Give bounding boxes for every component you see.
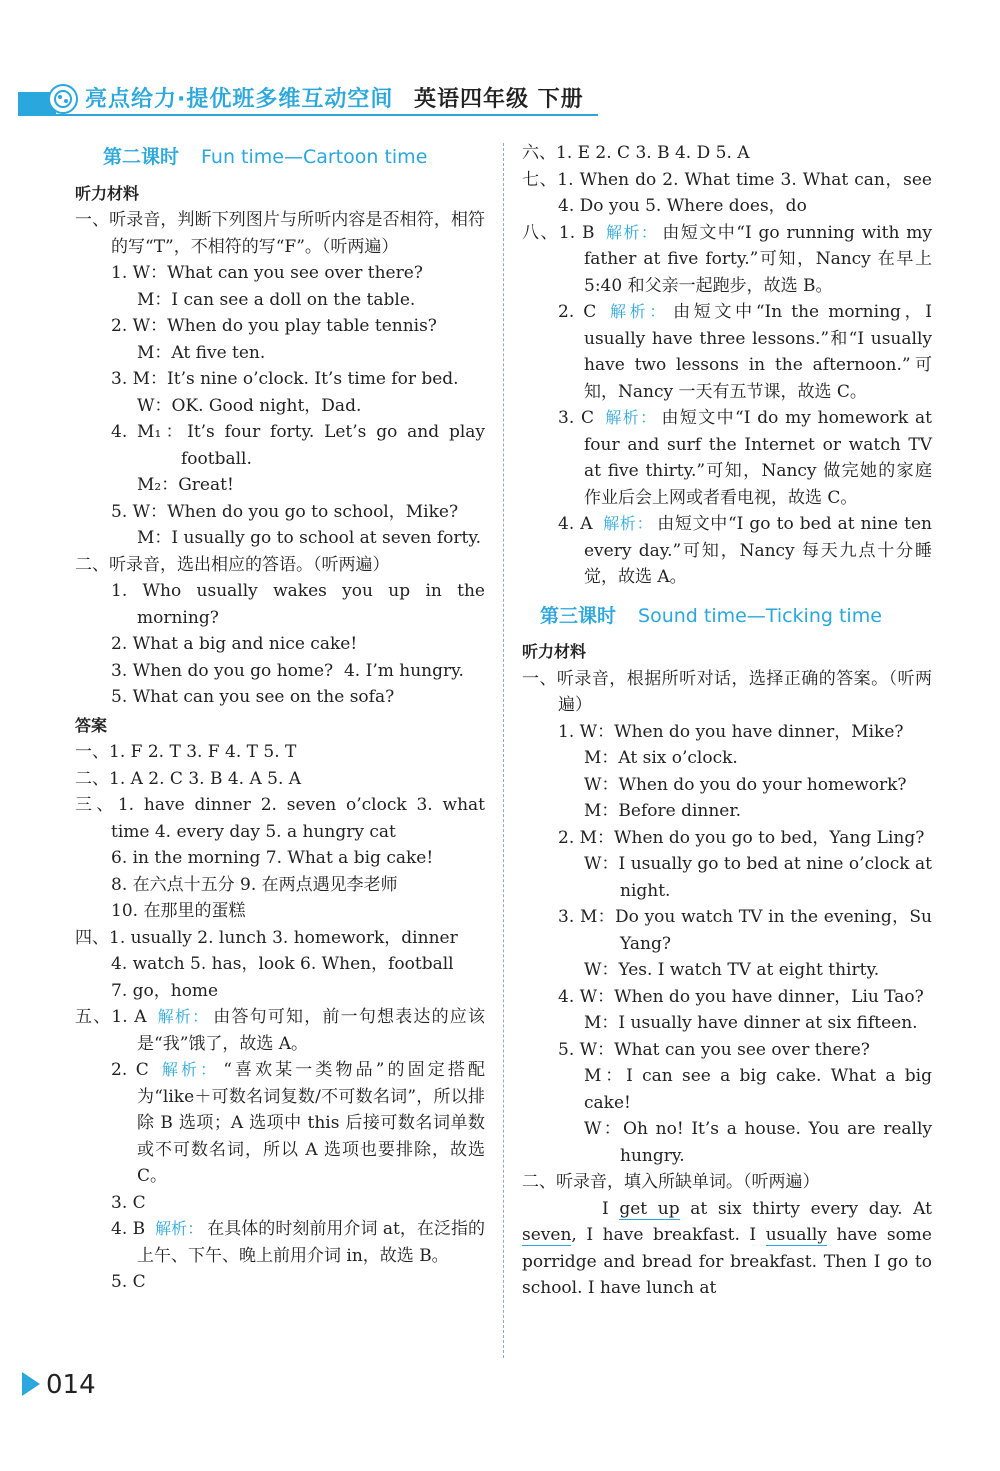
explanation-tag: 解析：	[604, 222, 659, 242]
dialogue-line: M：I can see a doll on the table.	[137, 289, 416, 310]
listening-label: 听力材料	[522, 642, 587, 661]
answers-label: 答案	[75, 715, 108, 735]
answer-number: 4. B	[111, 1219, 146, 1239]
section-title-cn: 第二课时	[103, 146, 180, 168]
passage-text: I	[602, 1198, 620, 1219]
listening-passage	[522, 1196, 932, 1302]
answer-explanation	[522, 511, 932, 591]
answer-explanation	[522, 405, 932, 511]
answer-line: 四、1. usually 2. lunch 3. homework，dinner	[75, 927, 458, 948]
book-title: 英语四年级 下册	[414, 87, 584, 112]
explanation-text: 由短文中“I go to bed at nine ten every day.”可知，Nancy 每天九点十分睡觉，故选 A。	[584, 514, 932, 587]
dialogue-line: 2. M：When do you go to bed，Yang Ling?	[558, 827, 925, 848]
answer-explanation	[75, 1004, 485, 1057]
answer-number: 2. C	[111, 1060, 149, 1080]
passage-text: have some porridge and bread for breakfast. Then I go to school. I have lunch at	[522, 1225, 932, 1298]
answer-number: 4. A	[558, 514, 593, 534]
passage-blank-answer: get up	[619, 1198, 680, 1219]
dialogue-line: 1. W：What can you see over there?	[111, 263, 423, 283]
page-number-text: 014	[46, 1370, 96, 1400]
dialogue-line: M₂：Great!	[137, 475, 234, 495]
dialogue-line: M：At five ten.	[137, 342, 266, 363]
section-title-en: Fun time—Cartoon time	[201, 146, 428, 168]
passage-blank-answer: seven	[522, 1225, 572, 1245]
left-column	[75, 140, 485, 1296]
section-title-cn: 第三课时	[540, 604, 617, 627]
answer-explanation	[522, 299, 932, 405]
answer-number: 5. C	[111, 1272, 146, 1292]
question-item	[75, 658, 485, 685]
answer-number: 八、1. B	[522, 222, 595, 243]
answer-line: 六、1. E 2. C 3. B 4. D 5. A	[522, 143, 750, 163]
explanation-text: “喜欢某一类物品”的固定搭配为“like＋可数名词复数/不可数名词”，所以排除 B 选项；A 选项中 this 后接可数名词单数或不可数名词，所以 A 选项也要排除，故选 C。	[137, 1060, 485, 1186]
question-instruction: 二、听录音，选出相应的答语。（听两遍）	[75, 554, 390, 575]
answer-explanation	[75, 1190, 485, 1217]
header-rule	[18, 114, 598, 116]
column-divider	[503, 143, 504, 1358]
dialogue-line: M：I can see a big cake. What a big cake!	[584, 1066, 932, 1113]
brand-logo-icon	[48, 84, 78, 114]
dialogue-line: M：I usually go to school at seven forty.	[137, 528, 482, 548]
dialogue-line: W：When do you do your homework?	[584, 774, 907, 795]
answer-line: 8. 在六点十五分 9. 在两点遇见李老师	[111, 874, 398, 895]
dialogue-line: 5. W：What can you see over there?	[558, 1039, 870, 1060]
explanation-tag: 解析：	[155, 1219, 204, 1238]
answer-number: 3. C	[558, 408, 595, 428]
dialogue-line: W：OK. Good night，Dad.	[137, 395, 362, 416]
explanation-text: 由短文中“I go running with my father at five forty.”可知，Nancy 在早上 5:40 和父亲一起跑步，故选 B。	[584, 222, 932, 296]
question-item-text: 4. I’m hungry.	[343, 660, 464, 681]
explanation-tag: 解析：	[602, 514, 654, 533]
answer-line: 三、1. have dinner 2. seven o’clock 3. what time 4. every day 5. a hungry cat	[75, 795, 485, 842]
question-item: 5. What can you see on the sofa?	[111, 687, 395, 707]
dialogue-line: 4. M₁：It’s four forty. Let’s go and play football.	[111, 422, 485, 469]
page-header	[0, 78, 1000, 118]
dialogue-line: M：Before dinner.	[584, 801, 742, 821]
answer-number: 2. C	[558, 302, 597, 322]
answer-explanation	[75, 1216, 485, 1269]
explanation-tag: 解析：	[156, 1007, 210, 1026]
answer-line: 七、1. When do 2. What time 3. What can，see 4. Do you 5. Where does，do	[522, 169, 932, 216]
dialogue-line: 2. W：When do you play table tennis?	[111, 316, 437, 336]
answer-line: 4. watch 5. has，look 6. When，football	[111, 954, 454, 974]
explanation-tag: 解析：	[604, 408, 658, 427]
answer-line: 一、1. F 2. T 3. F 4. T 5. T	[75, 742, 297, 762]
explanation-tag: 解析：	[606, 302, 670, 321]
question-instruction: 二、听录音，填入所缺单词。（听两遍）	[522, 1172, 820, 1192]
explanation-tag: 解析：	[158, 1060, 220, 1079]
explanation-text: 在具体的时刻前用介词 at，在泛指的上午、下午、晚上前用介词 in，故选 B。	[137, 1219, 485, 1266]
answer-number: 3. C	[111, 1192, 146, 1213]
dialogue-line: M：At six o’clock.	[584, 748, 738, 768]
dialogue-line: 3. M：Do you watch TV in the evening，Su Yang?	[558, 907, 932, 954]
passage-text: at six thirty every day. At	[679, 1198, 932, 1219]
answer-line: 二、1. A 2. C 3. B 4. A 5. A	[75, 768, 302, 789]
page-number	[22, 1370, 96, 1400]
answer-number: 五、1. A	[75, 1007, 147, 1027]
passage-text: , I have breakfast. I	[571, 1225, 766, 1245]
series-brand: 亮点给力·提优班多维互动空间	[85, 87, 394, 112]
listening-label: 听力材料	[75, 183, 140, 203]
dialogue-line: W：I usually go to bed at nine o’clock at night.	[584, 854, 932, 901]
right-column	[522, 140, 932, 1302]
question-item: 1. Who usually wakes you up in the morning?	[111, 581, 485, 628]
section-title-lesson2	[103, 144, 485, 171]
question-item: 2. What a big and nice cake!	[111, 634, 358, 654]
explanation-text: 由答句可知，前一句想表达的应该是“我”饿了，故选 A。	[137, 1007, 485, 1054]
answer-line: 7. go，home	[111, 980, 219, 1001]
dialogue-line: 4. W：When do you have dinner，Liu Tao?	[558, 986, 924, 1007]
answer-explanation	[75, 1269, 485, 1296]
explanation-text: 由短文中“In the morning，I usually have three lessons.”和“I usually have two lessons in the afternoon.”可知，Nancy 一天有五节课，故选 C。	[584, 302, 932, 402]
question-item-text: 3. When do you go home?	[111, 660, 334, 681]
answer-line: 6. in the morning 7. What a big cake!	[111, 848, 434, 868]
question-instruction: 一、听录音，判断下列图片与所听内容是否相符，相符的写“T”，不相符的写“F”。（听两遍）	[75, 210, 485, 257]
dialogue-line: 1. W：When do you have dinner，Mike?	[558, 721, 904, 742]
dialogue-line: 5. W：When do you go to school，Mike?	[111, 501, 459, 522]
dialogue-line: 3. M：It’s nine o’clock. It’s time for bed.	[111, 369, 459, 389]
dialogue-line: M：I usually have dinner at six fifteen.	[584, 1013, 918, 1033]
page-marker-icon	[22, 1372, 40, 1396]
answer-explanation	[522, 220, 932, 300]
section-title-en: Sound time—Ticking time	[638, 604, 882, 627]
dialogue-line: W：Yes. I watch TV at eight thirty.	[584, 960, 880, 980]
dialogue-line: W：Oh no! It’s a house. You are really hungry.	[584, 1119, 932, 1166]
section-title-lesson3	[540, 603, 932, 630]
answer-line: 10. 在那里的蛋糕	[111, 901, 246, 921]
explanation-text: 由短文中“I do my homework at four and surf the Internet or watch TV at five thirty.”可知，Nancy 做完她的家庭作业后会上网或者看电视，故选 C。	[584, 408, 932, 508]
answer-explanation	[75, 1057, 485, 1190]
passage-blank-answer: usually	[765, 1225, 827, 1245]
question-instruction: 一、听录音，根据所听对话，选择正确的答案。（听两遍）	[522, 668, 932, 715]
